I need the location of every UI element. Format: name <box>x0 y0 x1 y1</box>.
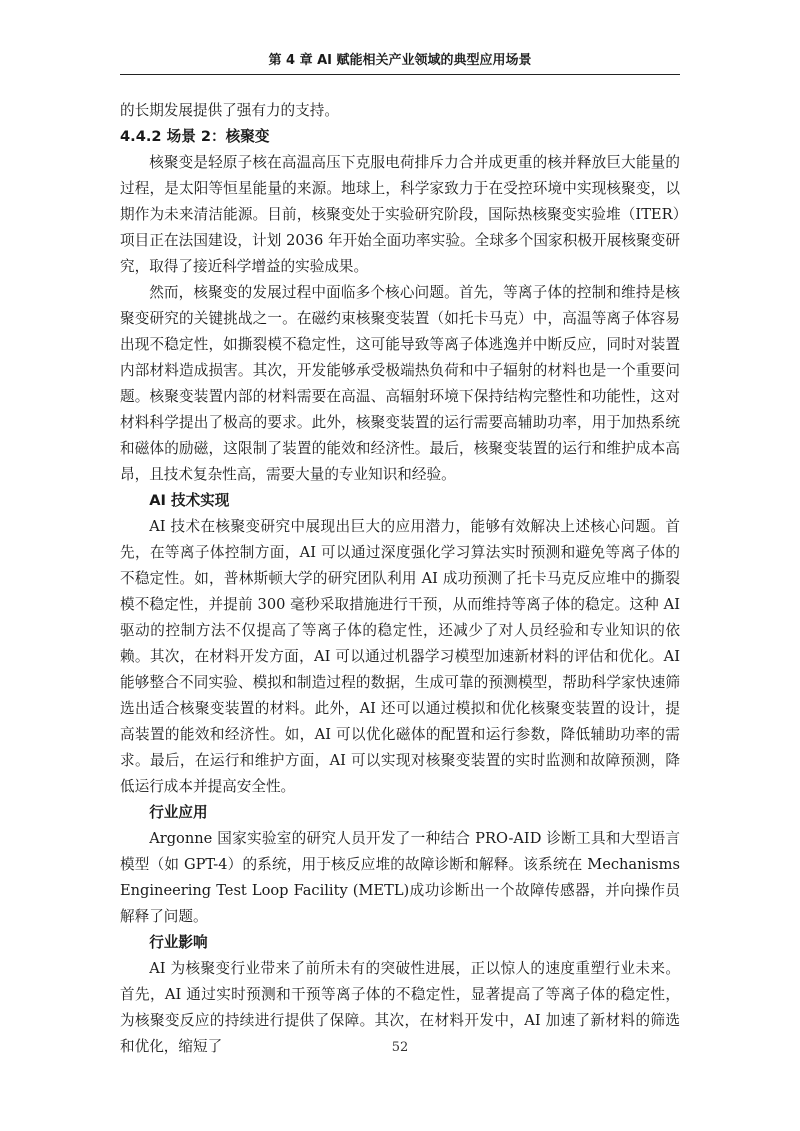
running-header: 第 4 章 AI 赋能相关产业领域的典型应用场景 <box>268 53 532 68</box>
paragraph-continued: 的长期发展提供了强有力的支持。 <box>120 102 339 119</box>
subheading-industry-application: 行业应用 <box>149 804 208 821</box>
header-divider <box>120 74 680 75</box>
paragraph-industry-impact: AI 为核聚变行业带来了前所未有的突破性进展，正以惊人的速度重塑行业未来。首先，AI 通过实时预测和干预等离子体的不稳定性，显著提高了等离子体的稳定性，为核聚变反应的持续进行提供了保障。其次，在材料开发中，AI 加速了新材料的筛选和优化，缩短了 <box>120 960 680 1055</box>
paragraph-ai-implementation: AI 技术在核聚变研究中展现出巨大的应用潜力，能够有效解决上述核心问题。首先，在等离子体控制方面，AI 可以通过深度强化学习算法实时预测和避免等离子体的不稳定性。如，普林斯顿大学的研究团队利用 AI 成功预测了托卡马克反应堆中的撕裂模不稳定性，并提前 300 毫秒采取措施进行干预，从而维持等离子体的稳定。这种 AI 驱动的控制方法不仅提高了等离子体的稳定性，还减少了对人员经验和专业知识的依赖。其次，在材料开发方面，AI 可以通过机器学习模型加速新材料的评估和优化。AI 能够整合不同实验、模拟和制造过程的数据，生成可靠的预测模型，帮助科学家快速筛选出适合核聚变装置的材料。此外，AI 还可以通过模拟和优化核聚变装置的设计，提高装置的能效和经济性。如，AI 可以优化磁体的配置和运行参数，降低辅助功率的需求。最后，在运行和维护方面，AI 可以实现对核聚变装置的实时监测和故障预测，降低运行成本并提高安全性。 <box>120 518 680 795</box>
section-title: 4.4.2 场景 2：核聚变 <box>120 128 270 145</box>
subheading-ai-implementation: AI 技术实现 <box>149 492 230 509</box>
page-body <box>120 98 680 1060</box>
paragraph-industry-application: Argonne 国家实验室的研究人员开发了一种结合 PRO-AID 诊断工具和大型语言模型（如 GPT-4）的系统，用于核反应堆的故障诊断和解释。该系统在 Mechanisms Engineering Test Loop Facility (METL)成功诊断出一个故障传感器，并向操作员解释了问题。 <box>120 830 680 925</box>
paragraph-fusion-challenges: 然而，核聚变的发展过程中面临多个核心问题。首先，等离子体的控制和维持是核聚变研究的关键挑战之一。在磁约束核聚变装置（如托卡马克）中，高温等离子体容易出现不稳定性，如撕裂模不稳定性，这可能导致等离子体逃逸并中断反应，同时对装置内部材料造成损害。其次，开发能够承受极端热负荷和中子辐射的材料也是一个重要问题。核聚变装置内部的材料需要在高温、高辐射环境下保持结构完整性和功能性，这对材料科学提出了极高的要求。此外，核聚变装置的运行需要高辅助功率，用于加热系统和磁体的励磁，这限制了装置的能效和经济性。最后，核聚变装置的运行和维护成本高昂，且技术复杂性高，需要大量的专业知识和经验。 <box>120 284 680 483</box>
page-number: 52 <box>391 1040 409 1055</box>
paragraph-fusion-intro: 核聚变是轻原子核在高温高压下克服电荷排斥力合并成更重的核并释放巨大能量的过程，是太阳等恒星能量的来源。地球上，科学家致力于在受控环境中实现核聚变，以期作为未来清洁能源。目前，核聚变处于实验研究阶段，国际热核聚变实验堆（ITER）项目正在法国建设，计划 2036 年开始全面功率实验。全球多个国家积极开展核聚变研究，取得了接近科学增益的实验成果。 <box>120 154 680 275</box>
subheading-industry-impact: 行业影响 <box>149 934 208 951</box>
